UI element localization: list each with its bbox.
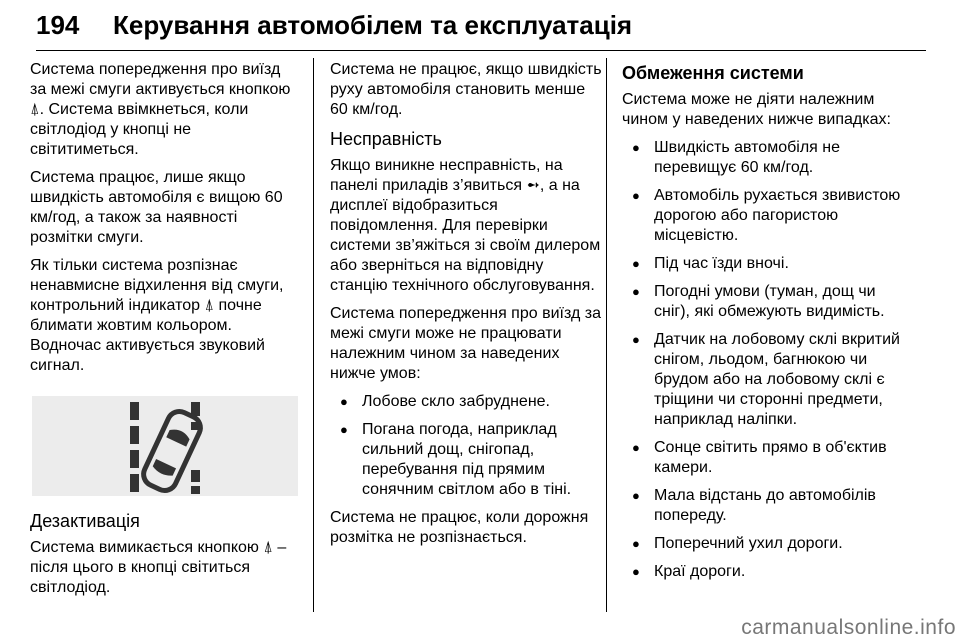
paragraph: Система попередження про виїзд за межі смуги активується кнопкою ⍋. Система ввімкнеться, коли світлодіод у кнопці не світитиметься.	[30, 61, 291, 158]
paragraph: Система працює, лише якщо швидкість автомобіля є вищою 60 км/год, а також за наявності розмітки смуги.	[30, 169, 283, 246]
list-item: ● Погана погода, наприклад сильний дощ, снігопад, перебування під прямим сонячним світлом або в тіні.	[330, 420, 602, 500]
section-heading: Дезактивація	[30, 511, 140, 531]
paragraph: Система не працює, коли дорожня розмітка не розпізнається.	[330, 509, 589, 546]
paragraph: Як тільки система розпізнає ненавмисне відхилення від смуги, контрольний індикатор ⍋ почне блимати жовтим кольором. Водночас активується звуковий сигнал.	[30, 257, 284, 374]
list-item: ● Швидкість автомобіля не перевищує 60 км/год.	[622, 138, 912, 178]
paragraph: Система вимикається кнопкою ⍋ – після цього в кнопці світиться світлодіод.	[30, 539, 287, 596]
list-item: ● Датчик на лобовому склі вкритий снігом, льодом, багнюкою чи брудом або на лобовому склі є тріщини чи сторонні предмети, наприклад наліпки.	[622, 330, 912, 430]
section-heading: Несправність	[330, 129, 442, 149]
column-1	[30, 60, 300, 606]
column-divider	[606, 58, 607, 612]
column-3	[622, 60, 912, 590]
paragraph: Якщо виникне несправність, на панелі приладів з’явиться ➻, а на дисплеї відобразиться повідомлення. Для перевірки системи зв’яжіться зі своїм дилером або зверніться на відповідну станцію технічного обслуговування.	[330, 157, 601, 294]
bullet-list	[330, 392, 602, 500]
lane-departure-icon	[32, 396, 298, 496]
page-header	[36, 6, 926, 51]
list-item: ● Лобове скло забруднене.	[330, 392, 602, 412]
list-item: ● Мала відстань до автомобілів попереду.	[622, 486, 912, 526]
list-item: ● Сонце світить прямо в об'єктив камери.	[622, 438, 912, 478]
column-divider	[313, 58, 314, 612]
paragraph: Система може не діяти належним чином у наведених нижче випадках:	[622, 91, 891, 128]
list-item: ● Погодні умови (туман, дощ чи сніг), які обмежують видимість.	[622, 282, 912, 322]
lane-departure-figure	[32, 396, 298, 496]
section-heading: Обмеження системи	[622, 63, 804, 83]
column-2	[330, 60, 602, 556]
paragraph: Система не працює, якщо швидкість руху автомобіля становить менше 60 км/год.	[330, 61, 602, 118]
bullet-list	[622, 138, 912, 582]
page-number: 194	[36, 10, 80, 40]
list-item: ● Автомобіль рухається звивистою дорогою або пагористою місцевістю.	[622, 186, 912, 246]
chapter-title: Керування автомобілем та експлуатація	[113, 10, 633, 40]
list-item: ● Краї дороги.	[622, 562, 912, 582]
list-item: ● Поперечний ухил дороги.	[622, 534, 912, 554]
list-item: ● Під час їзди вночі.	[622, 254, 912, 274]
watermark: carmanualsonline.info	[741, 616, 956, 639]
paragraph: Система попередження про виїзд за межі смуги може не працювати належним чином за наведених нижче умов:	[330, 305, 601, 382]
